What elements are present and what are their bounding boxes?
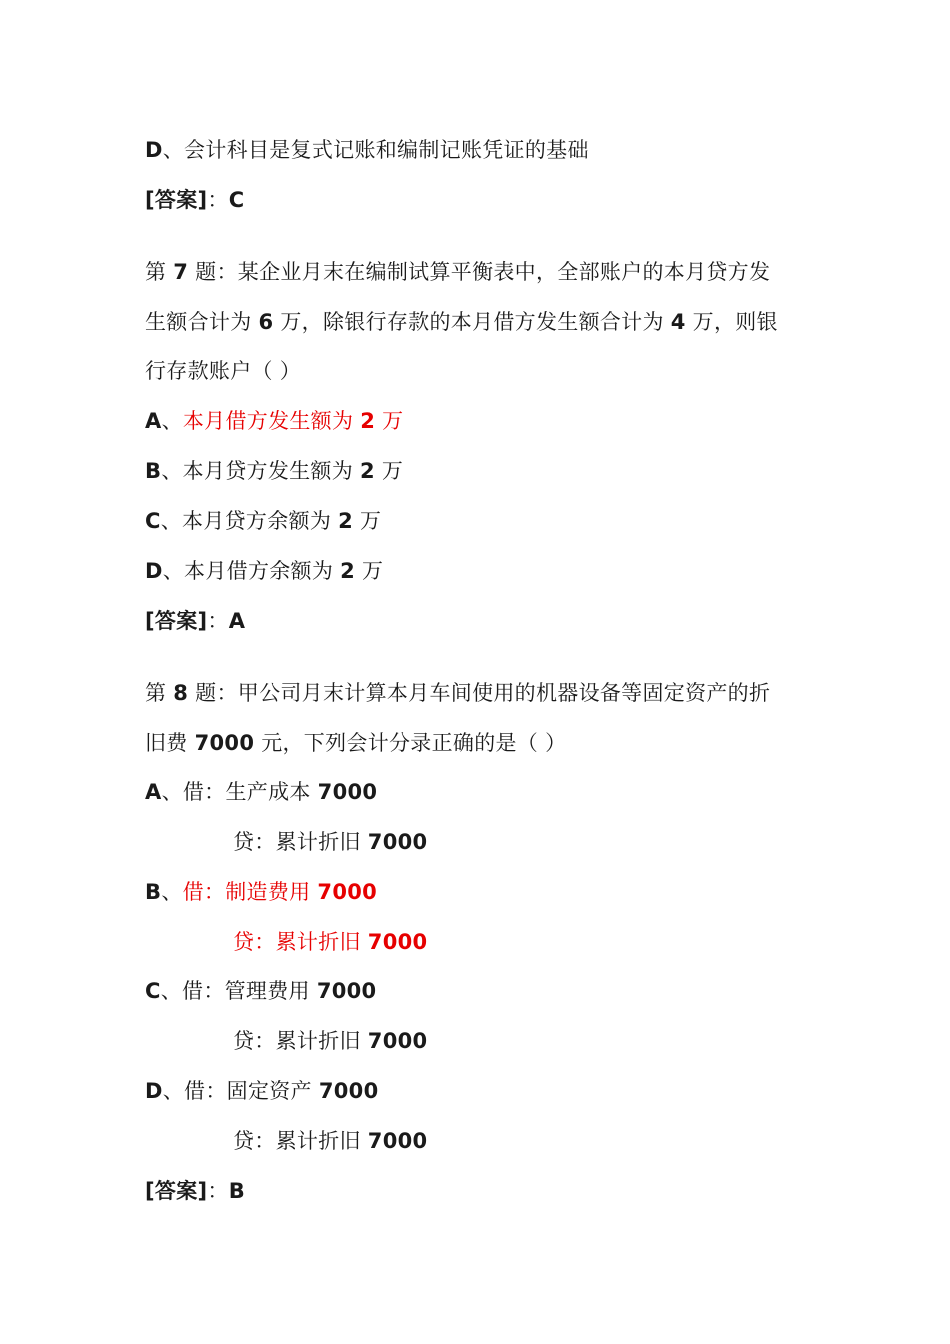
- q8-option-c: C、借：管理费用 7000: [145, 979, 377, 1003]
- q7-answer: [答案]：A: [145, 609, 246, 633]
- option-prefix: D: [145, 1079, 163, 1103]
- option-prefix: B: [145, 459, 162, 483]
- option-text: 本月贷方发生额为 2 万: [182, 459, 404, 483]
- option-debit: 借：固定资产 7000: [184, 1079, 379, 1103]
- q8-option-b-credit-highlighted: 贷：累计折旧 7000: [233, 930, 428, 954]
- option-debit: 借：生产成本 7000: [182, 780, 378, 804]
- option-text: 会计科目是复式记账和编制记账凭证的基础: [184, 138, 589, 162]
- prev-option-d: D、会计科目是复式记账和编制记账凭证的基础: [145, 138, 589, 162]
- answer-value: B: [228, 1179, 246, 1203]
- option-prefix: D: [145, 559, 163, 583]
- option-prefix: C: [145, 979, 161, 1003]
- q7-option-a: A、本月借方发生额为 2 万: [145, 409, 404, 433]
- option-text: 本月借方余额为 2 万: [184, 559, 384, 583]
- option-prefix: B: [145, 880, 162, 904]
- answer-label: [答案]: [145, 188, 208, 212]
- q8-text-line-1: 第 8 题：甲公司月末计算本月车间使用的机器设备等固定资产的折: [145, 681, 771, 705]
- option-text-highlighted: 本月借方发生额为 2 万: [182, 409, 404, 433]
- option-text: 本月贷方余额为 2 万: [182, 509, 382, 533]
- q8-option-d: D、借：固定资产 7000: [145, 1079, 379, 1103]
- q8-option-a: A、借：生产成本 7000: [145, 780, 378, 804]
- option-debit: 借：管理费用 7000: [182, 979, 377, 1003]
- q8-option-b: B、借：制造费用 7000: [145, 880, 378, 904]
- q8-answer: [答案]：B: [145, 1179, 246, 1203]
- q7-option-d: D、本月借方余额为 2 万: [145, 559, 384, 583]
- q8-option-a-credit: 贷：累计折旧 7000: [233, 830, 428, 854]
- q8-option-d-credit: 贷：累计折旧 7000: [233, 1129, 428, 1153]
- q7-text-line-1: 第 7 题：某企业月末在编制试算平衡表中，全部账户的本月贷方发: [145, 260, 771, 284]
- option-prefix: D: [145, 138, 163, 162]
- q7-text-line-2: 生额合计为 6 万，除银行存款的本月借方发生额合计为 4 万，则银: [145, 310, 778, 334]
- q8-option-c-credit: 贷：累计折旧 7000: [233, 1029, 428, 1053]
- option-prefix: C: [145, 509, 161, 533]
- option-prefix: A: [145, 780, 162, 804]
- option-prefix: A: [145, 409, 162, 433]
- answer-value: A: [228, 609, 246, 633]
- q7-option-b: B、本月贷方发生额为 2 万: [145, 459, 404, 483]
- q7-option-c: C、本月贷方余额为 2 万: [145, 509, 382, 533]
- answer-label: [答案]: [145, 609, 208, 633]
- q7-text-line-3: 行存款账户（ ）: [145, 359, 302, 383]
- option-debit-highlighted: 借：制造费用 7000: [182, 880, 378, 904]
- q8-text-line-2: 旧费 7000 元，下列会计分录正确的是（ ）: [145, 731, 567, 755]
- answer-value: C: [228, 188, 245, 212]
- answer-label: [答案]: [145, 1179, 208, 1203]
- prev-answer: [答案]：C: [145, 188, 245, 212]
